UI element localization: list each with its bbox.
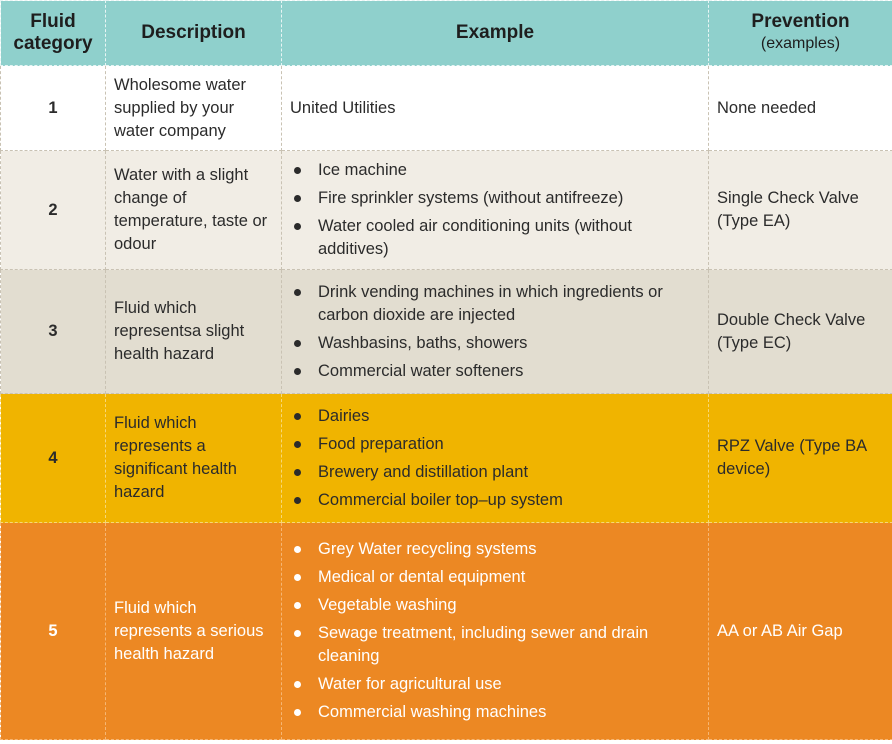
category-number: 1 <box>1 66 106 151</box>
list-item: Food preparation <box>290 433 700 456</box>
list-item: Grey Water recycling systems <box>290 538 700 561</box>
header-prevention <box>709 1 892 66</box>
prevention-cell: Double Check Valve (Type EC) <box>709 270 892 394</box>
list-item: Drink vending machines in which ingredients or carbon dioxide are injected <box>290 281 700 327</box>
example-cell: United Utilities <box>282 66 709 151</box>
example-cell <box>282 270 709 394</box>
description-cell: Fluid which represents a significant health hazard <box>106 394 282 523</box>
prevention-cell: AA or AB Air Gap <box>709 523 892 740</box>
table-row <box>1 270 892 394</box>
header-prevention-sub: (examples) <box>760 35 841 52</box>
list-item: Commercial washing machines <box>290 701 700 724</box>
table-row <box>1 151 892 270</box>
list-item: Dairies <box>290 405 700 428</box>
list-item: Fire sprinkler systems (without antifreeze) <box>290 187 700 210</box>
list-item: Washbasins, baths, showers <box>290 332 700 355</box>
example-cell <box>282 394 709 523</box>
description-cell: Fluid which represents a serious health hazard <box>106 523 282 740</box>
category-number: 3 <box>1 270 106 394</box>
example-list <box>290 538 700 724</box>
list-item: Ice machine <box>290 159 700 182</box>
header-example: Example <box>282 1 709 66</box>
table-row <box>1 394 892 523</box>
header-description: Description <box>106 1 282 66</box>
description-cell: Fluid which representsa slight health hazard <box>106 270 282 394</box>
category-number: 5 <box>1 523 106 740</box>
list-item: Vegetable washing <box>290 594 700 617</box>
prevention-cell: RPZ Valve (Type BA device) <box>709 394 892 523</box>
example-list <box>290 159 700 261</box>
header-row <box>1 1 892 66</box>
example-cell <box>282 523 709 740</box>
prevention-cell: Single Check Valve (Type EA) <box>709 151 892 270</box>
list-item: Brewery and distillation plant <box>290 461 700 484</box>
description-cell: Wholesome water supplied by your water company <box>106 66 282 151</box>
list-item: Water for agricultural use <box>290 673 700 696</box>
category-number: 2 <box>1 151 106 270</box>
header-category: Fluid category <box>1 1 106 66</box>
description-cell: Water with a slight change of temperature, taste or odour <box>106 151 282 270</box>
table-row <box>1 66 892 151</box>
list-item: Water cooled air conditioning units (without additives) <box>290 215 700 261</box>
list-item: Sewage treatment, including sewer and drain cleaning <box>290 622 700 668</box>
example-list <box>290 405 700 512</box>
list-item: Commercial water softeners <box>290 360 700 383</box>
list-item: Commercial boiler top–up system <box>290 489 700 512</box>
prevention-cell: None needed <box>709 66 892 151</box>
list-item: Medical or dental equipment <box>290 566 700 589</box>
category-number: 4 <box>1 394 106 523</box>
example-cell <box>282 151 709 270</box>
example-list <box>290 281 700 383</box>
table-row <box>1 523 892 740</box>
header-prevention-label: Prevention <box>751 11 850 32</box>
